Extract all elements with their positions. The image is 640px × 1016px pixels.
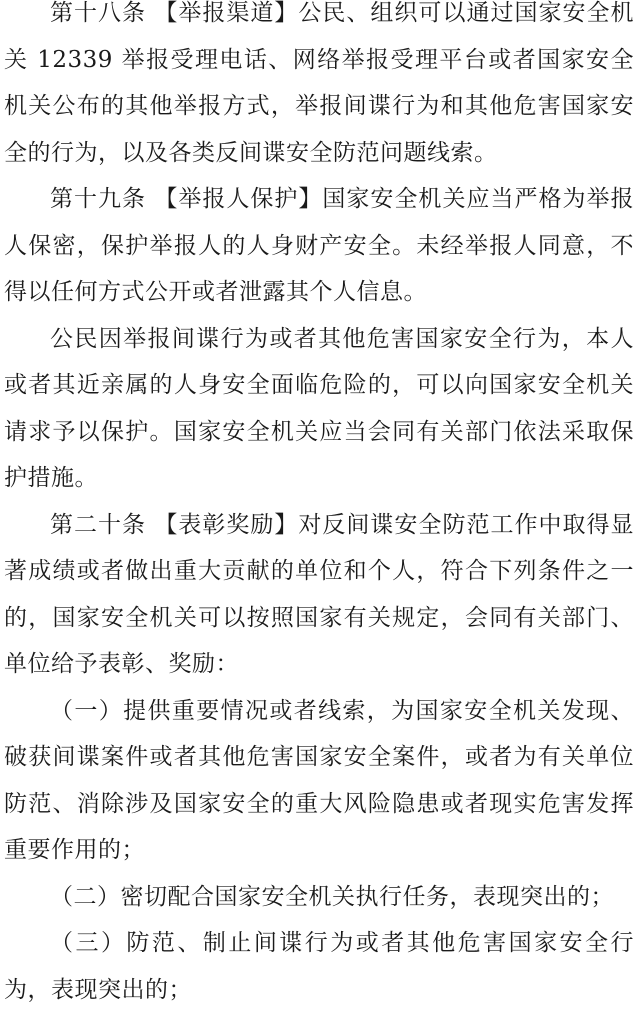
article-19-paragraph: 第十九条 【举报人保护】国家安全机关应当严格为举报人保密，保护举报人的人身财产安全。未经举报人同意，不得以任何方式公开或者泄露其个人信息。: [4, 186, 634, 305]
article-20-paragraph: 第二十条 【表彰奖励】对反间谍安全防范工作中取得显著成绩或者做出重大贡献的单位和个人，符合下列条件之一的，国家安全机关可以按照国家有关规定，会同有关部门、单位给予表彰、奖励：: [4, 511, 634, 677]
article-18-paragraph: 第十八条 【举报渠道】公民、组织可以通过国家安全机关 12339 举报受理电话、网络举报受理平台或者国家安全机关公布的其他举报方式，举报间谍行为和其他危害国家安全的行为，以及各类反间谍安全防范问题线索。: [4, 0, 634, 166]
condition-item-1: （一）提供重要情况或者线索，为国家安全机关发现、破获间谍案件或者其他危害国家安全案件，或者为有关单位防范、消除涉及国家安全的重大风险隐患或者现实危害发挥重要作用的；: [4, 697, 634, 863]
article-19-protection-paragraph: 公民因举报间谍行为或者其他危害国家安全行为，本人或者其近亲属的人身安全面临危险的，可以向国家安全机关请求予以保护。国家安全机关应当会同有关部门依法采取保护措施。: [4, 325, 634, 491]
condition-item-2: （二）密切配合国家安全机关执行任务，表现突出的；: [50, 883, 614, 910]
condition-item-3: （三）防范、制止间谍行为或者其他危害国家安全行为，表现突出的；: [4, 930, 634, 1003]
